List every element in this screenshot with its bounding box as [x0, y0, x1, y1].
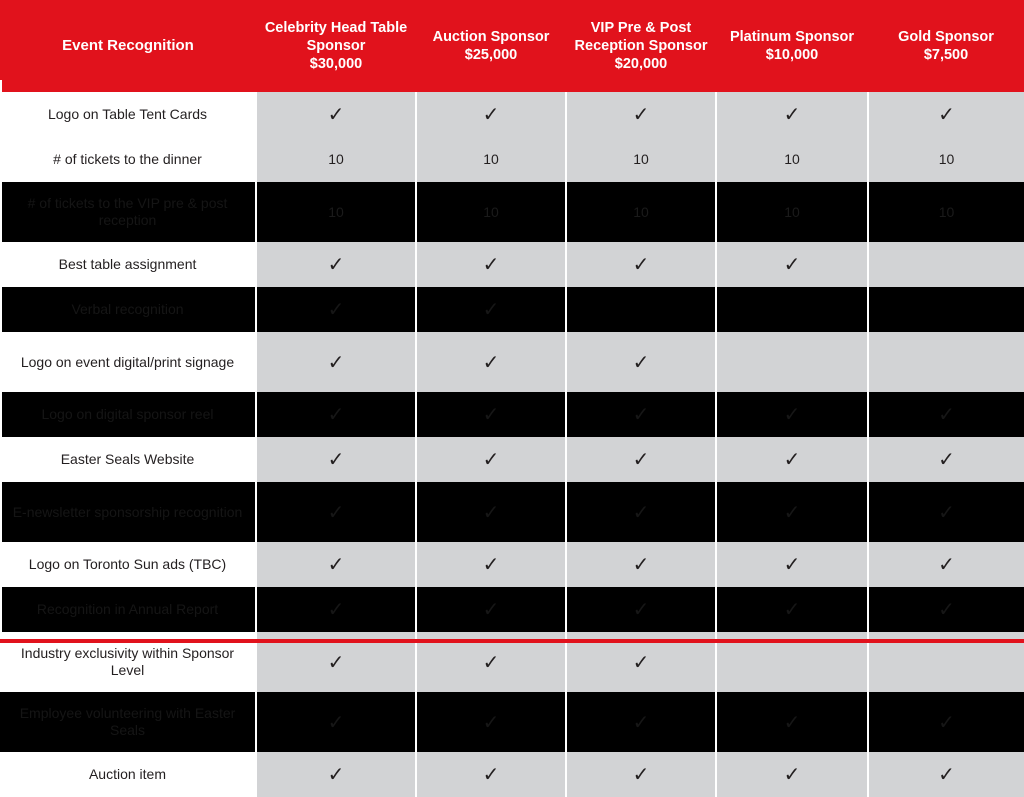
cell-check — [256, 242, 416, 287]
row-label: Logo on event digital/print signage — [0, 332, 256, 392]
table-row — [0, 587, 1024, 632]
cell-check — [416, 692, 566, 752]
cell-check — [416, 392, 566, 437]
check-icon: ✓ — [482, 649, 500, 674]
table-row — [0, 392, 1024, 437]
check-icon: ✓ — [783, 597, 801, 622]
check-icon: ✓ — [327, 499, 345, 524]
cell-check — [566, 332, 716, 392]
cell-check — [416, 92, 566, 137]
table-row — [0, 92, 1024, 137]
row-label: # of tickets to the dinner — [0, 137, 256, 182]
tier-name: Platinum Sponsor — [729, 28, 855, 45]
cell-number: 10 — [938, 151, 955, 168]
cell-check — [716, 92, 868, 137]
cell-number: 10 — [938, 203, 955, 220]
check-icon: ✓ — [783, 552, 801, 577]
check-icon: ✓ — [938, 499, 955, 524]
check-icon: ✓ — [632, 102, 650, 127]
header-tier-2 — [416, 0, 566, 92]
check-icon: ✓ — [482, 762, 500, 787]
cell-check — [566, 752, 716, 797]
cell-empty — [566, 287, 716, 332]
table-header — [0, 0, 1024, 92]
cell-check — [416, 542, 566, 587]
table-row — [0, 332, 1024, 392]
header-tier-5 — [868, 0, 1024, 92]
row-label: Logo on Table Tent Cards — [0, 92, 256, 137]
cell-value — [256, 137, 416, 182]
cell-value — [416, 137, 566, 182]
table-row — [0, 752, 1024, 797]
tier-name: Auction Sponsor — [432, 28, 550, 45]
header-tier-4 — [716, 0, 868, 92]
cell-number: 10 — [633, 203, 649, 220]
cell-number: 10 — [328, 151, 344, 168]
check-icon: ✓ — [327, 447, 345, 472]
cell-check — [256, 692, 416, 752]
left-rule — [0, 80, 2, 639]
tier-amount: $10,000 — [765, 47, 819, 63]
cell-value — [256, 182, 416, 242]
check-icon: ✓ — [632, 499, 650, 524]
check-icon: ✓ — [938, 102, 955, 127]
row-label: Industry exclusivity within Sponsor Level — [0, 632, 256, 692]
cell-value — [566, 182, 716, 242]
check-icon: ✓ — [327, 762, 345, 787]
check-icon: ✓ — [482, 252, 500, 277]
check-icon: ✓ — [482, 349, 500, 374]
row-label: E-newsletter sponsorship recognition — [0, 482, 256, 542]
header-tier-3 — [566, 0, 716, 92]
cell-check — [416, 752, 566, 797]
cell-value — [416, 182, 566, 242]
row-label: Auction item — [0, 752, 256, 797]
cell-check — [868, 437, 1024, 482]
cell-check — [868, 482, 1024, 542]
cell-value — [716, 137, 868, 182]
cell-check — [868, 92, 1024, 137]
tier-amount: $7,500 — [923, 47, 969, 63]
check-icon: ✓ — [482, 552, 500, 577]
cell-check — [566, 542, 716, 587]
check-icon: ✓ — [938, 402, 955, 427]
cell-number: 10 — [784, 203, 800, 220]
tier-name: Celebrity Head Table Sponsor — [264, 19, 408, 54]
check-icon: ✓ — [327, 552, 345, 577]
cell-check — [566, 587, 716, 632]
check-icon: ✓ — [938, 552, 955, 577]
cell-empty — [868, 332, 1024, 392]
check-icon: ✓ — [482, 447, 500, 472]
table-row — [0, 287, 1024, 332]
cell-check — [716, 242, 868, 287]
check-icon: ✓ — [632, 649, 650, 674]
check-icon: ✓ — [938, 447, 955, 472]
cell-number: 10 — [784, 151, 800, 168]
check-icon: ✓ — [938, 762, 955, 787]
check-icon: ✓ — [482, 499, 500, 524]
check-icon: ✓ — [632, 252, 650, 277]
cell-check — [256, 482, 416, 542]
row-label: Recognition in Annual Report — [0, 587, 256, 632]
cell-number: 10 — [633, 151, 649, 168]
check-icon: ✓ — [327, 252, 345, 277]
cell-value — [868, 182, 1024, 242]
cell-empty — [716, 332, 868, 392]
cell-empty — [868, 242, 1024, 287]
cell-check — [868, 692, 1024, 752]
check-icon: ✓ — [327, 709, 345, 734]
header-row — [0, 0, 1024, 92]
cell-check — [256, 392, 416, 437]
row-label: Logo on digital sponsor reel — [0, 392, 256, 437]
cell-check — [716, 482, 868, 542]
cell-check — [416, 332, 566, 392]
check-icon: ✓ — [783, 402, 801, 427]
row-label: Employee volunteering with Easter Seals — [0, 692, 256, 752]
table-row — [0, 242, 1024, 287]
cell-check — [716, 437, 868, 482]
cell-check — [868, 752, 1024, 797]
row-label: # of tickets to the VIP pre & post reception — [0, 182, 256, 242]
cell-check — [868, 587, 1024, 632]
table-row — [0, 437, 1024, 482]
table-row — [0, 482, 1024, 542]
check-icon: ✓ — [783, 252, 801, 277]
cell-number: 10 — [328, 203, 344, 220]
tier-amount: $30,000 — [309, 56, 363, 73]
tier-name: VIP Pre & Post Reception Sponsor — [574, 19, 708, 54]
check-icon: ✓ — [482, 709, 500, 734]
tier-amount: $20,000 — [614, 56, 668, 73]
check-icon: ✓ — [327, 102, 345, 127]
check-icon: ✓ — [632, 402, 650, 427]
check-icon: ✓ — [783, 447, 801, 472]
cell-check — [566, 692, 716, 752]
tier-amount: $25,000 — [464, 47, 518, 63]
check-icon: ✓ — [632, 349, 650, 374]
cell-check — [716, 752, 868, 797]
cell-check — [868, 542, 1024, 587]
check-icon: ✓ — [783, 762, 801, 787]
cell-check — [566, 92, 716, 137]
cell-check — [256, 437, 416, 482]
cell-check — [716, 587, 868, 632]
check-icon: ✓ — [327, 402, 345, 427]
bottom-rule — [0, 639, 1024, 643]
tier-name: Gold Sponsor — [898, 28, 994, 45]
check-icon: ✓ — [783, 102, 801, 127]
cell-check — [256, 542, 416, 587]
row-label: Verbal recognition — [0, 287, 256, 332]
cell-check — [256, 332, 416, 392]
row-label: Easter Seals Website — [0, 437, 256, 482]
row-label: Best table assignment — [0, 242, 256, 287]
cell-check — [256, 287, 416, 332]
cell-empty — [868, 287, 1024, 332]
check-icon: ✓ — [327, 597, 345, 622]
check-icon: ✓ — [482, 297, 500, 322]
check-icon: ✓ — [327, 297, 345, 322]
cell-check — [416, 587, 566, 632]
cell-check — [716, 392, 868, 437]
cell-check — [416, 482, 566, 542]
cell-check — [566, 242, 716, 287]
check-icon: ✓ — [327, 349, 345, 374]
table-row — [0, 692, 1024, 752]
cell-check — [256, 752, 416, 797]
check-icon: ✓ — [632, 447, 650, 472]
check-icon: ✓ — [783, 499, 801, 524]
check-icon: ✓ — [938, 709, 955, 734]
check-icon: ✓ — [938, 597, 955, 622]
check-icon: ✓ — [482, 102, 500, 127]
check-icon: ✓ — [632, 762, 650, 787]
table-row — [0, 137, 1024, 182]
cell-value — [868, 137, 1024, 182]
cell-check — [566, 392, 716, 437]
cell-number: 10 — [483, 151, 499, 168]
cell-check — [256, 587, 416, 632]
cell-value — [716, 182, 868, 242]
table-row — [0, 542, 1024, 587]
cell-check — [256, 92, 416, 137]
check-icon: ✓ — [632, 709, 650, 734]
cell-check — [716, 542, 868, 587]
header-event-recognition: Event Recognition — [0, 0, 256, 92]
check-icon: ✓ — [327, 649, 345, 674]
check-icon: ✓ — [482, 597, 500, 622]
cell-empty — [716, 287, 868, 332]
cell-check — [716, 692, 868, 752]
header-tier-1 — [256, 0, 416, 92]
table-row — [0, 182, 1024, 242]
check-icon: ✓ — [783, 709, 801, 734]
cell-number: 10 — [483, 203, 499, 220]
cell-check — [416, 437, 566, 482]
cell-check — [416, 287, 566, 332]
cell-check — [566, 482, 716, 542]
table-body — [0, 92, 1024, 797]
cell-check — [566, 437, 716, 482]
cell-value — [566, 137, 716, 182]
cell-check — [416, 242, 566, 287]
row-label: Logo on Toronto Sun ads (TBC) — [0, 542, 256, 587]
cell-check — [868, 392, 1024, 437]
check-icon: ✓ — [482, 402, 500, 427]
check-icon: ✓ — [632, 552, 650, 577]
check-icon: ✓ — [632, 597, 650, 622]
